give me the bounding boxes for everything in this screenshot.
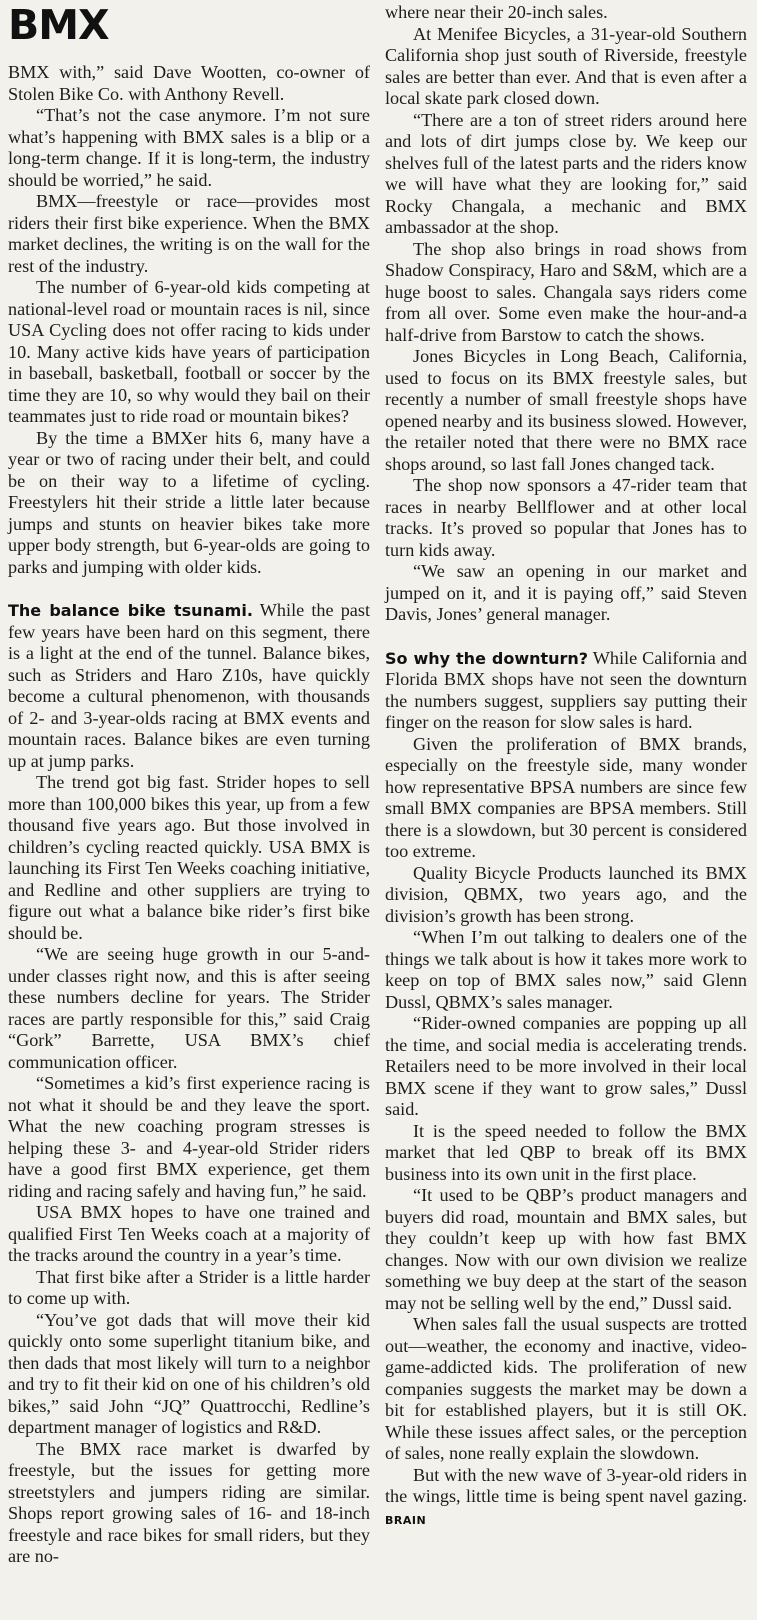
paragraph: The shop now sponsors a 47-rider team that races in nearby Bellflower and at other local tracks. It’s proved so popular that Jones has to turn kids away. — [385, 475, 747, 560]
paragraph: “Sometimes a kid’s first experience racing is not what it should be and they leave the sport. What the new coaching program stresses is helping these 3- and 4-year-old Strider riders have a good first BMX experience, get them riding and racing safely and having fun,” he said. — [8, 1073, 370, 1201]
paragraph: Jones Bicycles in Long Beach, California, used to focus on its BMX freestyle sales, but recently a number of small freestyle shops have opened nearby and its business slowed. However, the retailer noted that there were no BMX race shops around, so last fall Jones changed tack. — [385, 346, 747, 474]
article-column-right — [385, 2, 747, 1531]
paragraph: “We saw an opening in our market and jumped on it, and it is paying off,” said Steven Davis, Jones’ general manager. — [385, 561, 747, 624]
section-heading: BMX — [8, 1, 109, 49]
subhead: The balance bike tsunami. — [8, 601, 253, 620]
paragraph: Quality Bicycle Products launched its BMX division, QBMX, two years ago, and the division’s growth has been strong. — [385, 862, 747, 926]
paragraph: “You’ve got dads that will move their kid quickly onto some superlight titanium bike, and then dads that most likely will turn to a neighbor and try to fit their kid on one of his children’s old bikes,” said John “JQ” Quattrocchi, Redline’s department manager of logistics and R&D. — [8, 1309, 370, 1437]
paragraph: The BMX race market is dwarfed by freestyle, but the issues for getting more streetstylers and jumpers riding are similar. Shops report growing sales of 16- and 18-inch freestyle and race bikes for small riders, but they are no- — [8, 1438, 370, 1566]
publication-signoff: BRAIN — [385, 1513, 427, 1527]
paragraph: “It used to be QBP’s product managers and buyers did road, mountain and BMX sales, but they couldn’t keep up with how fast BMX changes. Now with our own division we realize something we buy deep at the start of the season may not be selling well by the end,” Dussl said. — [385, 1185, 747, 1313]
paragraph: By the time a BMXer hits 6, many have a year or two of racing under their belt, and could be on their way to a lifetime of cycling. Freestylers hit their stride a little later because jumps and stunts on heavier bikes take more upper body strength, but 6-year-olds are going to parks and jumping with older kids. — [8, 427, 370, 577]
paragraph: At Menifee Bicycles, a 31-year-old Southern California shop just south of Riverside, freestyle sales are better than ever. And that is even after a local skate park closed down. — [385, 23, 747, 108]
paragraph: The trend got big fast. Strider hopes to sell more than 100,000 bikes this year, up from a few thousand five years ago. But those involved in children’s cycling reacted quickly. USA BMX is launching its First Ten Weeks coaching initiative, and Redline and other suppliers are trying to figure out what a balance bike rider’s first bike should be. — [8, 772, 370, 943]
paragraph: “Rider-owned companies are popping up all the time, and social media is accelerating trends. Retailers need to be more involved in their local BMX scene if they want to grow sales,” Dussl said. — [385, 1013, 747, 1119]
paragraph: “We are seeing huge growth in our 5-and-under classes right now, and this is after seeing these numbers decline for years. The Strider races are partly responsible for this,” said Craig “Gork” Barrette, USA BMX’s chief communication officer. — [8, 944, 370, 1072]
paragraph: The shop also brings in road shows from Shadow Conspiracy, Haro and S&M, which are a huge boost to sales. Changala says riders come from all over. Some even make the hour-and-a half-drive from Barstow to catch the shows. — [385, 238, 747, 345]
paragraph: “That’s not the case anymore. I’m not sure what’s happening with BMX sales is a blip or a long-term change. If it is long-term, the industry should be worried,” he said. — [8, 105, 370, 190]
paragraph: BMX—freestyle or race—provides most riders their first bike experience. When the BMX market declines, the writing is on the wall for the rest of the industry. — [8, 191, 370, 276]
paragraph: When sales fall the usual suspects are trotted out—weather, the economy and inactive, video-game-addicted kids. The proliferation of new companies suggests the market may be down a bit for established players, but it is still OK. While these issues affect sales, or the perception of sales, none really explain the slowdown. — [385, 1314, 747, 1463]
section-paragraph — [8, 600, 370, 772]
paragraph: “When I’m out talking to dealers one of the things we talk about is how it takes more work to keep on top of BMX sales now,” said Glenn Dussl, QBMX’s sales manager. — [385, 927, 747, 1012]
paragraph-text: While the past few years have been hard on this segment, there is a light at the end of the tunnel. Balance bikes, such as Striders and Haro Z10s, have quickly become a cultural phenomenon, with thousands of 2- and 3-year-olds racing at BMX events and mountain races. Balance bikes are even turning up at jump parks. — [8, 600, 371, 771]
paragraph — [385, 1465, 747, 1532]
article-column-left — [8, 62, 370, 1568]
paragraph: The number of 6-year-old kids competing at national-level road or mountain races is nil, since USA Cycling does not offer racing to kids under 10. Many active kids have years of participation in baseball, basketball, football or soccer by the time they are 10, so why would they bail on their teammates just to ride road or mountain bikes? — [8, 277, 370, 426]
paragraph: USA BMX hopes to have one trained and qualified First Ten Weeks coach at a majority of the tracks around the country in a year’s time. — [8, 1202, 370, 1265]
section-paragraph — [385, 648, 747, 734]
continued-paragraph: BMX with,” said Dave Wootten, co-owner of Stolen Bike Co. with Anthony Revell. — [8, 62, 370, 104]
paragraph: It is the speed needed to follow the BMX market that led QBP to break off its BMX business into its own unit in the first place. — [385, 1120, 747, 1184]
paragraph-text: But with the new wave of 3-year-old riders in the wings, little time is being spent navel gazing. — [385, 1464, 747, 1506]
continued-paragraph: where near their 20-inch sales. — [385, 2, 608, 22]
paragraph-text: While California and Florida BMX shops have not seen the downturn the numbers suggest, suppliers say putting their finger on the reason for slow sales is hard. — [385, 647, 748, 732]
paragraph: Given the proliferation of BMX brands, especially on the freestyle side, many wonder how representative BPSA numbers are since few small BMX companies are BPSA members. Still there is a slowdown, but 30 percent is considered too extreme. — [385, 733, 747, 861]
paragraph: That first bike after a Strider is a little harder to come up with. — [8, 1266, 370, 1308]
paragraph: “There are a ton of street riders around here and lots of dirt jumps close by. We keep our shelves full of the latest parts and the riders know we will have what they are looking for,” said Rocky Changala, a mechanic and BMX ambassador at the shop. — [385, 109, 747, 237]
subhead: So why the downturn? — [385, 648, 589, 668]
